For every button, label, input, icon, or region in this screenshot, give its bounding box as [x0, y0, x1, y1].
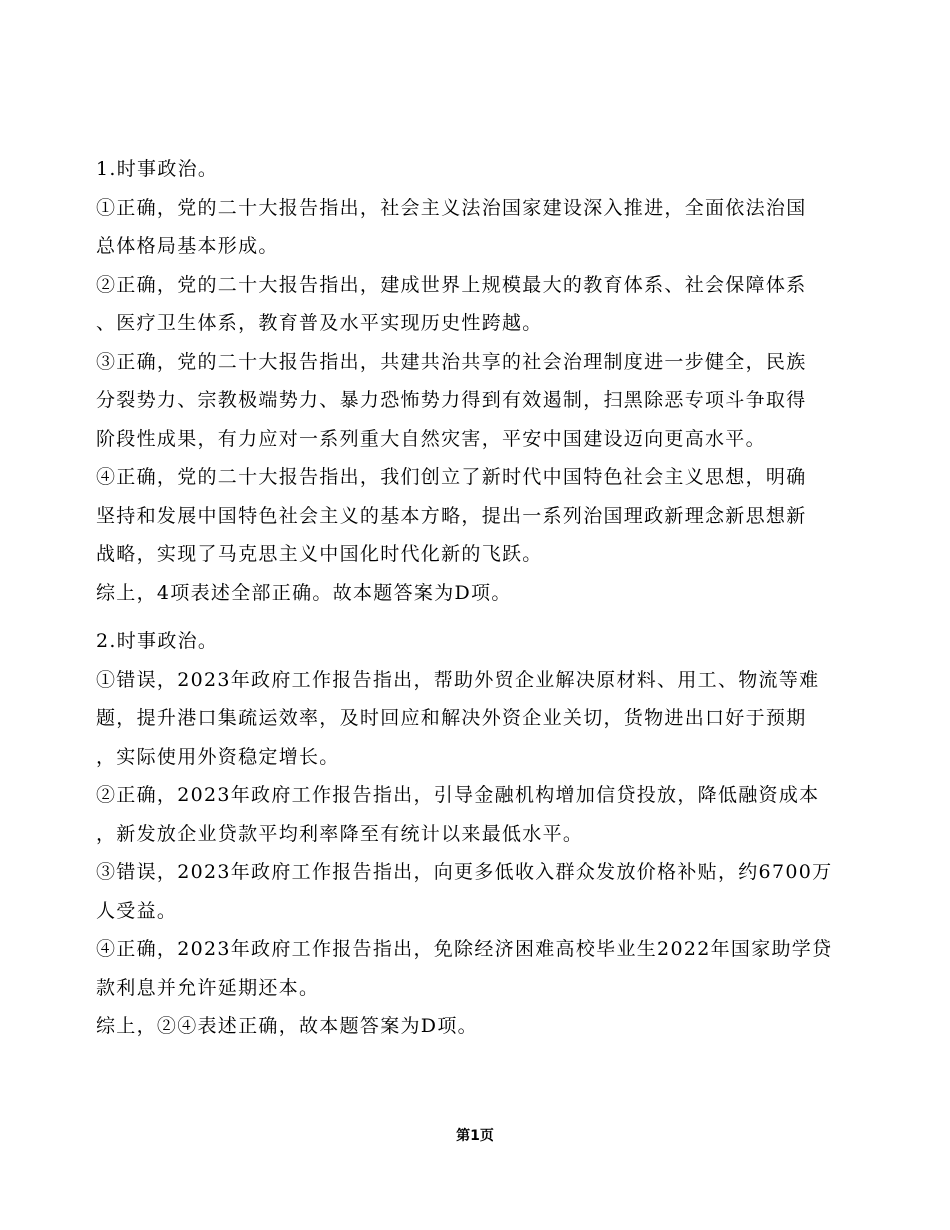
question-2 [96, 622, 866, 1046]
question-1-line: 总体格局基本形成。 [96, 235, 279, 257]
question-1-line: ①正确，党的二十大报告指出，社会主义法治国家建设深入推进，全面依法治国 [96, 196, 807, 219]
question-2-line: ④正确，2023年政府工作报告指出，免除经济困难高校毕业生2022年国家助学贷 [96, 938, 833, 960]
question-1-line: 战略，实现了马克思主义中国化时代化新的飞跃。 [96, 543, 543, 565]
question-2-line: ③错误，2023年政府工作报告指出，向更多低收入群众发放价格补贴，约6700万 [96, 861, 833, 883]
question-1-conclusion: 综上，4项表述全部正确。故本题答案为D项。 [96, 581, 512, 604]
question-1-line: 坚持和发展中国特色社会主义的基本方略，提出一系列治国理政新理念新思想新 [96, 504, 807, 527]
question-1-line: 分裂势力、宗教极端势力、暴力恐怖势力得到有效遏制，扫黑除恶专项斗争取得 [96, 389, 807, 411]
question-1 [96, 150, 866, 612]
question-2-line: 款利息并允许延期还本。 [96, 976, 320, 999]
question-2-line: ，实际使用外资稳定增长。 [96, 745, 340, 768]
question-2-line: 人受益。 [96, 899, 178, 922]
question-2-line: ，新发放企业贷款平均利率降至有统计以来最低水平。 [96, 822, 584, 845]
question-separator [96, 612, 866, 622]
question-2-line: ①错误，2023年政府工作报告指出，帮助外贸企业解决原材料、用工、物流等难 [96, 668, 820, 691]
question-1-line: 、医疗卫生体系，教育普及水平实现历史性跨越。 [96, 312, 543, 334]
document-body [96, 150, 866, 1046]
page-number: 第1页 [456, 1128, 494, 1144]
question-2-line: ②正确，2023年政府工作报告指出，引导金融机构增加信贷投放，降低融资成本 [96, 784, 820, 806]
question-1-line: ④正确，党的二十大报告指出，我们创立了新时代中国特色社会主义思想，明确 [96, 466, 807, 488]
question-1-line: ②正确，党的二十大报告指出，建成世界上规模最大的教育体系、社会保障体系 [96, 273, 807, 296]
question-2-line: 题，提升港口集疏运效率，及时回应和解决外资企业关切，货物进出口好于预期 [96, 707, 807, 729]
question-1-line: ③正确，党的二十大报告指出，共建共治共享的社会治理制度进一步健全，民族 [96, 350, 807, 373]
question-1-heading: 1.时事政治。 [96, 158, 219, 180]
question-2-conclusion: 综上，②④表述正确，故本题答案为D项。 [96, 1015, 478, 1037]
question-2-heading: 2.时事政治。 [96, 630, 219, 652]
question-1-line: 阶段性成果，有力应对一系列重大自然灾害，平安中国建设迈向更高水平。 [96, 427, 766, 450]
